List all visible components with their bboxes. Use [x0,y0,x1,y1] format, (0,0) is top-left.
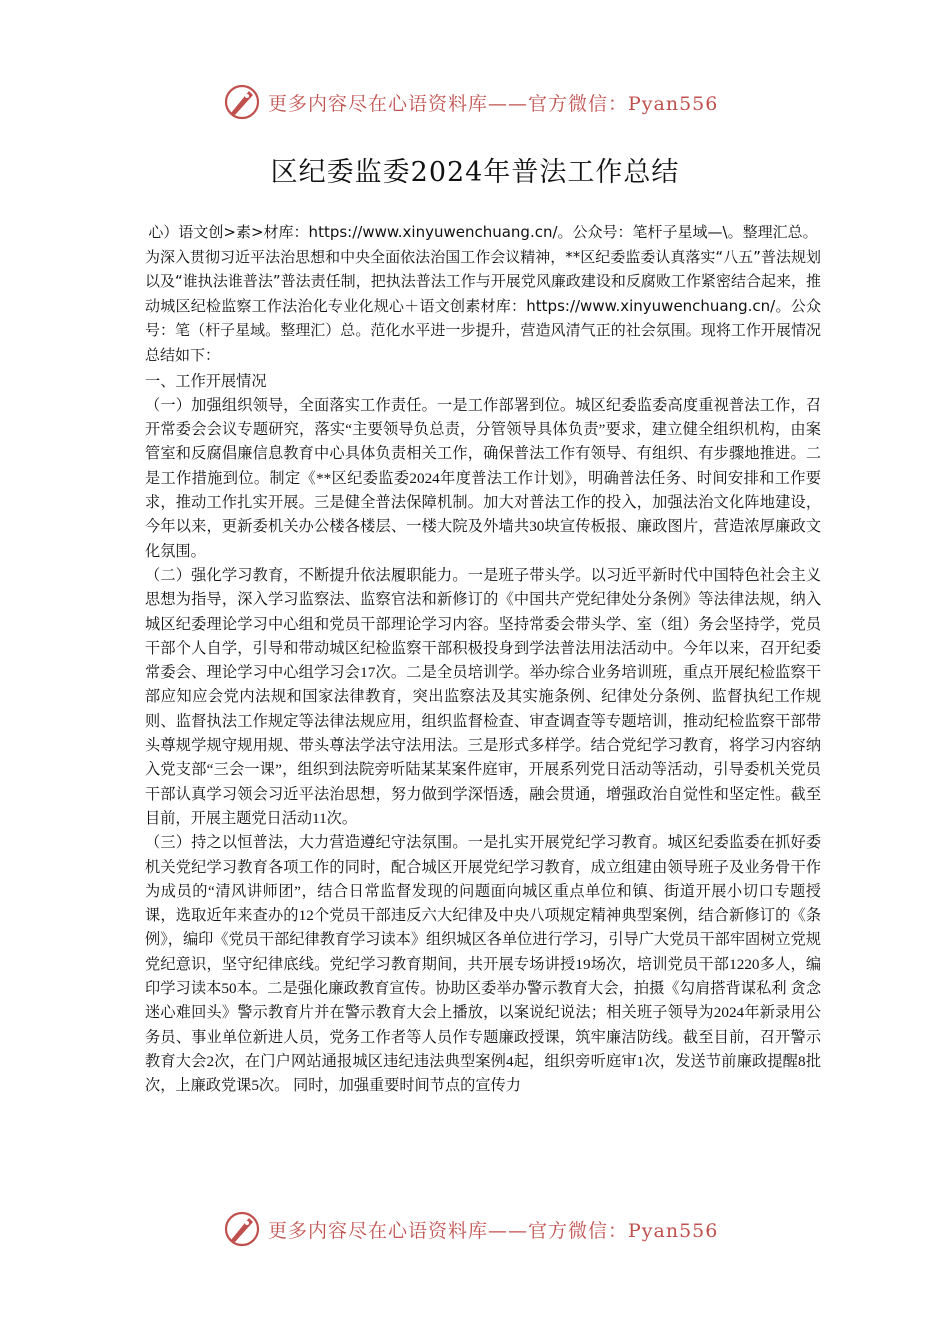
paragraph-2: （二）强化学习教育，不断提升依法履职能力。一是班子带头学。以习近平新时代中国特色社会主义思想为指导，深入学习监察法、监察官法和新修订的《中国共产党纪律处分条例》等法律法规，纳入城区纪委理论学习中心组和党员干部理论学习内容。坚持常委会带头学、室（组）务会坚持学，党员干部个人自学，引导和带动城区纪检监察干部积极投身到学法普法用法活动中。今年以来，召开纪委常委会、理论学习中心组学习会17次。二是全员培训学。举办综合业务培训班，重点开展纪检监察干部应知应会党内法规和国家法律教育，突出监察法及其实施条例、纪律处分条例、监督执纪工作规则、监督执法工作规定等法律法规应用，组织监督检查、审查调查等专题培训，推动纪检监察干部带头尊规学规守规用规、带头尊法学法守法用法。三是形式多样学。结合党纪学习教育，将学习内容纳入党支部“三会一课”，组织到法院旁听陆某某案件庭审，开展系列党日活动等活动，引导委机关党员干部认真学习领会习近平法治思想，努力做到学深悟透，融会贯通，增强政治自觉性和坚定性。截至目前，开展主题党日活动11次。 [145,566,821,827]
document-body [145,220,821,1098]
header-banner[interactable] [222,80,742,124]
source-line: 心）语文创>素>材库：https://www.xinyuwenchuang.cn/。公众号：笔杆子星域—\。整理汇总。 [148,223,818,241]
page-title: 区纪委监委2024年普法工作总结 [270,157,680,188]
banner-text: 更多内容尽在心语资料库——官方微信：Pyan556 [268,92,719,115]
paragraph-3: （三）持之以恒普法，大力营造遵纪守法氛围。一是扎实开展党纪学习教育。城区纪委监委在抓好委机关党纪学习教育各项工作的同时，配合城区开展党纪学习教育，成立组建由领导班子及业务骨干作为成员的“清风讲师团”，结合日常监督发现的问题面向城区重点单位和镇、街道开展小切口专题授课，选取近年来查办的12个党员干部违反六大纪律及中央八项规定精神典型案例，结合新修订的《条例》，编印《党员干部纪律教育学习读本》组织城区各单位进行学习，引导广大党员干部牢固树立党规党纪意识，坚守纪律底线。党纪学习教育期间，共开展专场讲授19场次，培训党员干部1220多人，编印学习读本50本。二是强化廉政教育宣传。协助区委举办警示教育大会，拍摄《勾肩搭背谋私利 贪念迷心难回头》警示教育片并在警示教育大会上播放，以案说纪说法；相关班子领导为2024年新录用公务员、事业单位新进人员，党务工作者等人员作专题廉政授课，筑牢廉洁防线。截至目前，召开警示教育大会2次，在门户网站通报城区违纪违法典型案例4起，组织旁听庭审1次，发送节前廉政提醒8批次，上廉政党课5次。 同时，加强重要时间节点的宣传力 [145,834,821,1095]
paragraph-1: （一）加强组织领导，全面落实工作责任。一是工作部署到位。城区纪委监委高度重视普法工作，召开常委会会议专题研究，落实“主要领导负总责，分管领导具体负责”要求，建立健全组织机构，由案管室和反腐倡廉信息教育中心具体负责相关工作，确保普法工作有领导、有组织、有步骤地推进。二是工作措施到位。制定《**区纪委监委2024年度普法工作计划》，明确普法任务、时间安排和工作要求，推动工作扎实开展。三是健全普法保障机制。加大对普法工作的投入，加强法治文化阵地建设，今年以来，更新委机关办公楼各楼层、一楼大院及外墙共30块宣传板报、廉政图片，营造浓厚廉政文化氛围。 [145,396,821,560]
pen-nib-logo-icon [222,1209,262,1249]
intro-paragraph: 为深入贯彻习近平法治思想和中央全面依法治国工作会议精神，**区纪委监委认真落实“八五”普法规划以及“谁执法谁普法”普法责任制，把执法普法工作与开展党风廉政建设和反腐败工作紧密结合起来，推动城区纪检监察工作法治化专业化规心＋语文创素材库：https://www.xinyuwenchuang.cn/。公众号：笔（杆子星域。整理汇）总。范化水平进一步提升，营造风清气正的社会氛围。现将工作开展情况总结如下： [145,247,821,364]
pen-nib-logo-icon [222,82,262,122]
section-heading: 一、工作开展情况 [145,372,267,390]
banner-text: 更多内容尽在心语资料库——官方微信：Pyan556 [268,1219,719,1242]
footer-banner[interactable] [222,1207,742,1251]
